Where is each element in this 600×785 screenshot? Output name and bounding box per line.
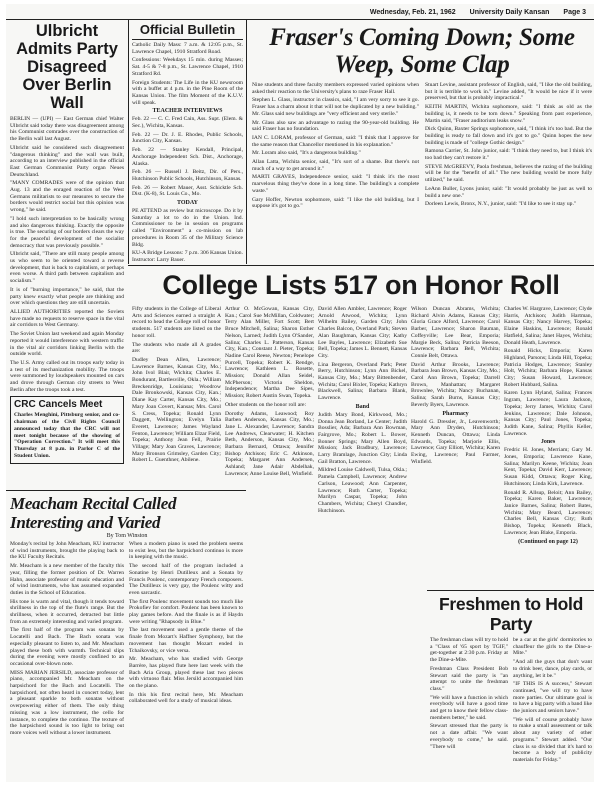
bulletin-item: Feb. 22 — C. C. Fred Cain, Ass. Supt. (Elem. & Sec.), Wichita, Kansas.	[132, 116, 243, 130]
paragraph: Stuart Levine, assistant professor of English, said, "I like the old building, but it is terrible to work in." Levine added, "It would be nice if it were preserved, but that is probably impractical."	[425, 82, 592, 102]
paragraph: KEITH MARTIN, Wichita sophomore, said: "I think as old as the building is, it needs to be torn down." Speaking from past experience, Martin said, "Fraser auditorium leaks snow."	[425, 104, 592, 124]
paragraph: When a modern piano is used the problem seems to exist less, but the harpsichord continuo is more in keeping with the music.	[129, 541, 243, 561]
paragraph: "We will have a function in which everybody will have a good time and get to know their fellow class-members better," he said.	[430, 694, 508, 721]
paragraph: "MANY COMRADES were of the opinion that Aug. 13 and the enraged reaction of the West Germans militarists to our measures to secure the borders would restrict social but this opinion was wrong," he said.	[10, 180, 124, 214]
paragraph: Ulbricht said he considered such disagreement "dangerous thinking" and the wall was built, according to an interview published in the official East German Communist Party organ Neues Deutschland.	[10, 144, 124, 178]
honor-col-4	[411, 306, 500, 552]
paragraph: Dorleen Lewis, Bronx, N.Y., junior, said: "I'd like to see it stay up."	[425, 201, 577, 208]
paragraph: The last movement used a gentle theme of the finale from Mozart's Haffner Symphony, but the movement has thought Mozart ended in Tchaikovsky, or vice versa.	[129, 627, 243, 654]
freshmen-story	[430, 594, 592, 780]
freshmen-col-2	[513, 637, 592, 766]
paragraph: Ronald Hicks, Emporia; Karen Highland, Parsons; Linda Hill, Topeka; Patricia Hodges, Lawrence; Stanley Holt, Wichita; Barbara Hope, Kansas City; Susan Howard, Lawrence; Robert Hubbard, Salina.	[504, 348, 592, 388]
paragraph: Gary Hoffer, Newton sophomore, said: "I like the old building, but I suppose it's got to go."	[252, 196, 419, 210]
ulbricht-headline: Ulbricht Admits Party Disagreed Over Berlin Wall	[16, 22, 118, 112]
paragraph: Fredric H. Jones, Merriam; Gary M. Jones, Emporia; Lawrence Kane, Salina; Marilyn Keene, Wichita; Joan Kent, Topeka; David Kerr, Lawrence; Susan Kidd, Ottawa; Roger King, Hutchinson; Linda Kirk, Lawrence.	[504, 447, 592, 487]
honor-section: Pharmacy	[442, 410, 469, 417]
honor-col-3	[318, 306, 407, 552]
paragraph: The first Poulenc movement sounds too much like Prokofiev for comfort. Poulenc has been known to play games before. And the finale is as if Haydn were writing "Rhapsody in Blue."	[129, 598, 243, 625]
paragraph: David Allen Ambler, Lawrence; Roger Arnold Atwood, Wichita; Lynn Wilhelm Bailey, Garden City; John Charles Balcon, Overland Park; Steven Alan Baughman, Kansas City; Kathy Lee Bayles, Lawrence; Elizabeth Sue Bell, Topeka; James L. Bennett, Kansas City.	[318, 306, 407, 359]
honor-headline-box	[130, 269, 592, 303]
paragraph: be a car at the girls' dormitories to chauffeur the girls to the Dine-a-Mite."	[513, 637, 592, 657]
paragraph: The students who made all A grades are:	[132, 341, 221, 355]
folio-date: Wednesday, Feb. 21, 1962	[369, 8, 456, 16]
paragraph: Ramona Carrier, St. John junior, said: "I think they need to, but I think it's too bad they can't restore it."	[425, 148, 592, 162]
bulletin-item: PE ATTEND as review but microscope. Do it by Saturday a lot to do in the Union. Ind. Commissioner to be in session on programs called "Environment" a co-mission on lab procedures in Room 35 of the Military Science Bldg.	[132, 208, 243, 248]
folio-page: Page 3	[563, 8, 586, 16]
paragraph: Judith Mary Bond, Kirkwood, Mo.; Donna Jean Borland, Le Center; Judith Bosslier, Ada; Barbara Ann Bowman, Fairgrove, Mo.; Robert L. Bower, Bonner Springs; Mary Allen Boyd, Mission; Jack Bradbury, Lawrence; Larry Bramlage, Junction City; Linda Gail Bratton, Lawrence.	[318, 411, 407, 465]
paragraph: Charles W. Hargrave, Lawrence; Clyde Harris, Atchison; Judith Hartman, Kansas City; Nancy Harvey, Topeka; Elaine Haskins, Lawrence; Ronald Hatfield, Salina; Janet Hayes, Wichita; Donald Heath, Lawrence.	[504, 306, 592, 346]
paragraph: The Soviet Union last weekend and again Monday reported it would interference with western traffic in the vital air corridors linking Berlin with the outside world.	[10, 331, 124, 358]
paragraph: In this his first recital here, Mr. Meacham collaborated well for a study of musical ideas.	[129, 691, 243, 705]
honor-headline: College Lists 517 on Honor Roll	[162, 270, 560, 300]
paragraph: The U.S. Army called out its troops early today in a test of its mechanization mobility. The troops were summoned by loudspeakers mounted on cars and drove through German city streets to West Berlin after the troops took a test.	[10, 359, 124, 393]
paragraph: Dudley Dean Allen, Lawrence; Lawrence Barnes, Kansas City, Mo.; John Ivol Blair, Wichita; Charles E. Bondurant, Bartlesville, Okla.; William Breckenridge, Louisiana; Woodrow Dale Bronkowski, Kansas City, Kan.; Diane Kay Carter, Kansas City, Mo.; Mary Joan Covert, Kansas; Mrs. Carol S. Cress, Topeka; Ronald Lynn Daggett, Wellington; Evelyn Talia Everett, Lawrence; James Wayland Fenton, Lawrence; William Elzar Field, Topeka; Anthony Jean Fell, Prairie Village; Mary Joan Graves, Lawrence; Mary Bronson Grimsley, Garden City; Robert L. Guenthner, Abilene.	[132, 356, 221, 464]
crc-headline: CRC Cancels Meet	[14, 399, 103, 411]
meacham-col-1	[10, 541, 124, 739]
paragraph: Mildred Louise Caldwell, Tulsa, Okla.; Pamela Campbell, Lawrence; Andrew Carlson, Leawood; Ann Carpenter, Lawrence; Ruth Carter, Topeka; Marilyn Caspar, Topeka; John Chambers, Wichita; Cheryl Chandler, Hutchinson.	[318, 467, 407, 514]
paragraph: Mr. Glass also saw an advantage to razing the 90-year-old building. He said Fraser has no foundation.	[252, 119, 419, 133]
freshmen-col-1	[430, 637, 508, 766]
folio-paper: University Daily Kansan	[469, 8, 550, 16]
paragraph: Ronald R. Allsup, Beloit; Ann Bailey, Topeka; Karen Baker, Lawrence; Janice Barnes, Salina; Robert Bates, Wichita; Mary Beard, Lawrence; Charles Bell, Kansas City; Ruth Bishop, Topeka; Kenneth Black, Lawrence; Jean Blake, Emporia.	[504, 489, 592, 536]
paragraph: Wilson Duncan Abrams, Wichita; Richard Alvin Adams, Kansas City; Gloria Grace Alford, Lawrence; Carol Barber, Lawrence; Sharon Bauman, Coffeyville; Lee Bear, Emporia; Margie Beck, Salina; Patricia Beeson, Lawrence; Barbara Bell, Wichita; Connie Belt, Ottawa.	[411, 306, 500, 359]
bulletin-item: Feb. 26 — Russell J. Beitz, Dir. of Pers., Hutchinson Public Schools, Hutchinson, Kansas.	[132, 169, 243, 182]
paragraph: Fifty students in the College of Liberal Arts and Sciences earned a straight A record to head the College roll of honor students. 517 students are listed on the honor roll.	[132, 306, 221, 339]
bulletin-item: Feb. 22 — Dr. J. E. Rhodes, Public Schools, Junction City, Kansas.	[132, 131, 243, 145]
fraser-col-2	[425, 82, 592, 212]
top-rule	[6, 19, 594, 20]
paragraph: Stewart stressed that the party is not a date affair. "We want everybody to come," he said. "There will	[430, 723, 508, 750]
fraser-story	[252, 24, 592, 262]
honor-section: Jones	[540, 439, 556, 446]
fraser-col-1	[252, 82, 419, 212]
paragraph: The second half of the program included a Sonatine by Henri Dutilleux and a Sonata by Francis Poulenc, contemporary French composers. The Dutilleux is very gay, the Poulenc witty and even sarcastic.	[129, 563, 243, 596]
bulletin-item: Feb. 22 — Stanley Kendall, Principal, Anchorage Independent Sch. Dist., Anchorage, Alaska.	[132, 147, 243, 167]
paragraph: It is of "burning importance," he said, that the party knew exactly what people are thinking and over which questions they are still uncertain.	[10, 286, 124, 307]
page-folio	[14, 6, 586, 18]
paragraph: Karen Lynn Hyland, Salina; Frances Ingram, Lawrence; Laura Jackson, Topeka; Jerry James, Wichita; Carol Jenkins, Lawrence; Dale Johnson, Kansas City; Paul Jones, Topeka; Judith Kane, Salina; Phyllis Keller, Lawrence.	[504, 390, 592, 437]
bulletin-section: TEACHER INTERVIEWS	[152, 108, 223, 115]
section-rule	[128, 265, 594, 266]
paragraph: "We will of course probably have to make a small assessment or talk about any variety of other programs." Stewart added. "Our class is so divided that it's hard to become a body of publicity materials for Friday."	[513, 716, 592, 763]
paragraph: Monday's recital by John Meacham, KU instructor of wind instruments, brought the playing back to the KU Faculty Recitals.	[10, 541, 124, 561]
bulletin-item: Catholic Daily Mass: 7 a.m. & 12:05 p.m., St. Lawrence Chapel, 1910 Stratford Road.	[132, 42, 243, 55]
fraser-headline: Fraser's Coming Down; Some Weep, Some Clap	[269, 24, 575, 78]
bulletin-item: Confessions: Weekdays 15 min. during Masses; Sat. 4-5 & 7-8 p.m., St. Lawrence Chapel, 1910 Stratford Rd.	[132, 57, 243, 77]
paragraph: Mr. Loram also said, "It's a dangerous building."	[252, 150, 361, 157]
meacham-headline: Meacham Recital Called Interesting and Varied	[10, 494, 177, 532]
paragraph: MARTI GRAVES, Independence senior, said: "I think it's the most marvelous thing they've done in a long time. The building's a complete waste."	[252, 174, 419, 194]
paragraph: Other students on the honor roll are:	[225, 401, 307, 408]
honor-section: Band	[355, 403, 370, 410]
paragraph: The freshman class will try to hold a "Class of '65 sport by TGIF," get-together at 2:30 p.m. Friday at the Dine-a-Mite.	[430, 637, 508, 664]
paragraph: The first half of the program was sonatas by Locatelli and Bach. The Bach sonata was especially pleasant to listen to, and Mr. Meacham played these both with warmth. Technical slips during the evening were mostly confined to an occasional over-blown note.	[10, 627, 124, 667]
bulletin-title: Official Bulletin	[132, 22, 243, 40]
crc-body: Charles Menghini, Pittsburg senior, and co-chairman of the Civil Rights Council announced today that the CRC will not meet tonight because of the showing of "Operation Correction." It will meet this Thursday at 8 p.m. in Parlor C of the Student Union.	[14, 412, 120, 459]
column-rule	[128, 20, 129, 264]
paragraph: Mr. Meacham, who has studied with George Barrère, has played flute here last week with the Bach Aria Group, played these last two pieces with virtuoso flair. Miss Jersild accompanied him on the piano.	[129, 656, 243, 690]
paragraph: BERLIN — (UPI) — East German chief Walter Ulbricht said today there was disagreement among his Communist comrades over the construction of the Berlin wall last August.	[10, 116, 124, 143]
paragraph: Dick Quinn, Baxter Springs sophomore, said, "I think it's too bad. But the building is ready to fall down and it's got to go." Quinn hopes the new building is made of "college Gothic design."	[425, 126, 592, 146]
bulletin-item: Feb. 26 — Robert Mauer, Asst. Schicktle Sch. Dist. (K-8), St. Louis Co., Mo.	[132, 184, 243, 198]
paragraph: Mr. Meacham is a new member of the faculty this year, filling the former position of Dr. Warren Hahn, associate professor of music education and of wind instruments, who has assumed expanded duties in the School of Education.	[10, 563, 124, 596]
paragraph: David Arthur Brooks, Lawrence; Barbara Jean Brown, Kansas City, Mo.; Carol Ann Brown, Topeka; Darrell Brown, Manhattan; Margaret Brownlee, Wichita; Nancy Buchanan, Salina; Sarah Burns, Kansas City; Beverly Byers, Lawrence.	[411, 361, 500, 408]
paragraph: MISS MARIAN JERSILD, associate professor of piano, accompanied Mr. Meacham on the harpsichord for the Bach and Locatelli. The harpsichord, not often heard in concert today, lent a pleasant sparkle to both sonatas without overpowering either of them. The only thing missing was a low instrument, the cello for instance, to complete the continuo. The texture of the harpsichord sound is too light to bring out more voices well without a lower instrument.	[10, 669, 124, 736]
paragraph: Stephen L. Glass, instructor in classics, said, "I am very sorry to see it go. Fraser has a charm about it that will not be duplicated by a new building." Mr. Glass said new buildings are "very efficient and very sterile."	[252, 97, 419, 117]
paragraph: Nine students and three faculty members expressed varied opinions when asked their reaction to the University's plans to raze Fraser Hall.	[252, 82, 419, 95]
newspaper-page	[6, 4, 594, 782]
bulletin-item: Foreign Students: The Life in the KU newsroom with a buffet at 4 p.m. in the Pine Room of the Kansas Union. The film Moment of the K.U.V. will speak.	[132, 79, 243, 106]
paragraph: Arthur O. McGowan, Kansas City, Kan.; Carol Sue McMillan, Coldwater; Terry Alan Miller, Fort Scott; Bert Bruce Mitchell, Salina; Sharon Esther Nelson, Larned; Judith Lynn O'Sander, Salina; Charles L. Patterson, Kansas City, Kan.; Constant J. Pieter, Topeka; Nadine Carol Reese, Newton; Penelope Purcell, Topeka; Robert K. Rendge, Lawrence; Kathleen L. Rosette, Mission; Donald Allan Seidel, McPherson; Victoria Sheldon, Independence; Martha Dee Sipes, Mission; Robert Austin Swan, Topeka.	[225, 306, 314, 400]
paragraph: Dorothy Adams, Leawood; Roy Barben Anderson, Kansas City, Mo.; Jane L. Alexander, Lawrence; Sandra Lee Andrews, Clearwater; H. Kitchen Beth, Anderson, Kansas City, Mo.; Barbara Bernard, Ottawa; Jennifer Bishop Atchison; Eric C. Atkinson, Topeka; Margaret Ann Andersen, Ashland; Jane Adair Abdelhak, Lawrence; Anne Louise Bell, Winfield.	[225, 410, 314, 477]
honor-col-5	[504, 306, 592, 588]
byline: By Tom Winston	[106, 533, 148, 539]
paragraph: "I hold such interpretation to be basically wrong and also dangerous thinking. Exactly the opposite is true. The securing of our borders clears the way for the peaceful development of the socialist democracy that was previously possible."	[10, 215, 124, 249]
paragraph: LeAnn Buller, Lyons junior, said: "It would probably be just as well to build a new one."	[425, 185, 592, 199]
paragraph: Harold G. Dressler, Jr., Leavenworth; Mary Ann Dryden, Hutchinson; Kenneth Duncan, Ottawa; Linda Edwards, Topeka; Marjorie Ellis, Lawrence; Gary Elliott, Wichita; Karen Ewing, Lawrence; Paul Farmer, Winfield.	[411, 418, 500, 465]
paragraph: "IF THIS IS A success," Stewart continued, "we will try to have more parties. Our ultimate goal is to have a big party with a band like the juniors and seniors have."	[513, 681, 592, 715]
column-rule	[246, 20, 247, 264]
paragraph: "And all the guys that don't want to drink beer, dance, play cards, or anything, let it be."	[513, 659, 592, 679]
paragraph: Lina Bergeron, Overland Park; Peter Berry, Hutchinson; Lynn Ann Bickel, Kansas City, Mo.; Mary Bittenbender, Wichita; Carol Bixler, Topeka; Kathryn Blackwell, Salina; Barbara Blank, Lawrence.	[318, 361, 407, 402]
paragraph: Freshman Class President Bob Stewart said the party is "an attempt to unite the freshman class."	[430, 665, 508, 692]
paragraph: IAN C. LORAM, professor of German, said: "I think that I approve for the same reason that Chancellor mentioned in his explanation."	[252, 134, 419, 148]
section-rule	[427, 590, 594, 591]
crc-notice	[10, 396, 124, 464]
paragraph: Allan Latta, Wichita senior, said, "It's sort of a shame. But there's not much of a way to get around it."	[252, 159, 419, 172]
paragraph: ALLIED AUTHORITIES reported the Soviets have made no requests to reserve space in the vital air corridors to West Germany.	[10, 308, 124, 329]
ulbricht-story	[10, 22, 124, 488]
paragraph: His tone is warm and vital, though it tends toward shrillness in the top of the flute's range. But the shrillness, when it occurred, detracted but little from an extremely interesting and varied program.	[10, 598, 124, 625]
continued-note: (Continued on page 12)	[518, 538, 578, 545]
freshmen-headline: Freshmen to Hold Party	[439, 594, 583, 634]
official-bulletin	[132, 22, 243, 262]
bulletin-section: TODAY	[176, 200, 198, 207]
honor-col-1-lower	[132, 556, 221, 780]
paragraph: STEVE McGREEVY, Paola freshman, believes the razing of the building will be for the "benefit of all." The new building would be more fully utilized," he said.	[425, 163, 592, 184]
paragraph: Ulbricht said, "There are still many people among us who seem to be oriented toward a reverse development, that is back to capitalism, or perhaps even worse. A third path between capitalism and socialism."	[10, 251, 124, 285]
bulletin-item: KU-A Bridge Lessons: 7 p.m. 306 Kansas Union. Instructor: Larry Bauer.	[132, 250, 243, 262]
